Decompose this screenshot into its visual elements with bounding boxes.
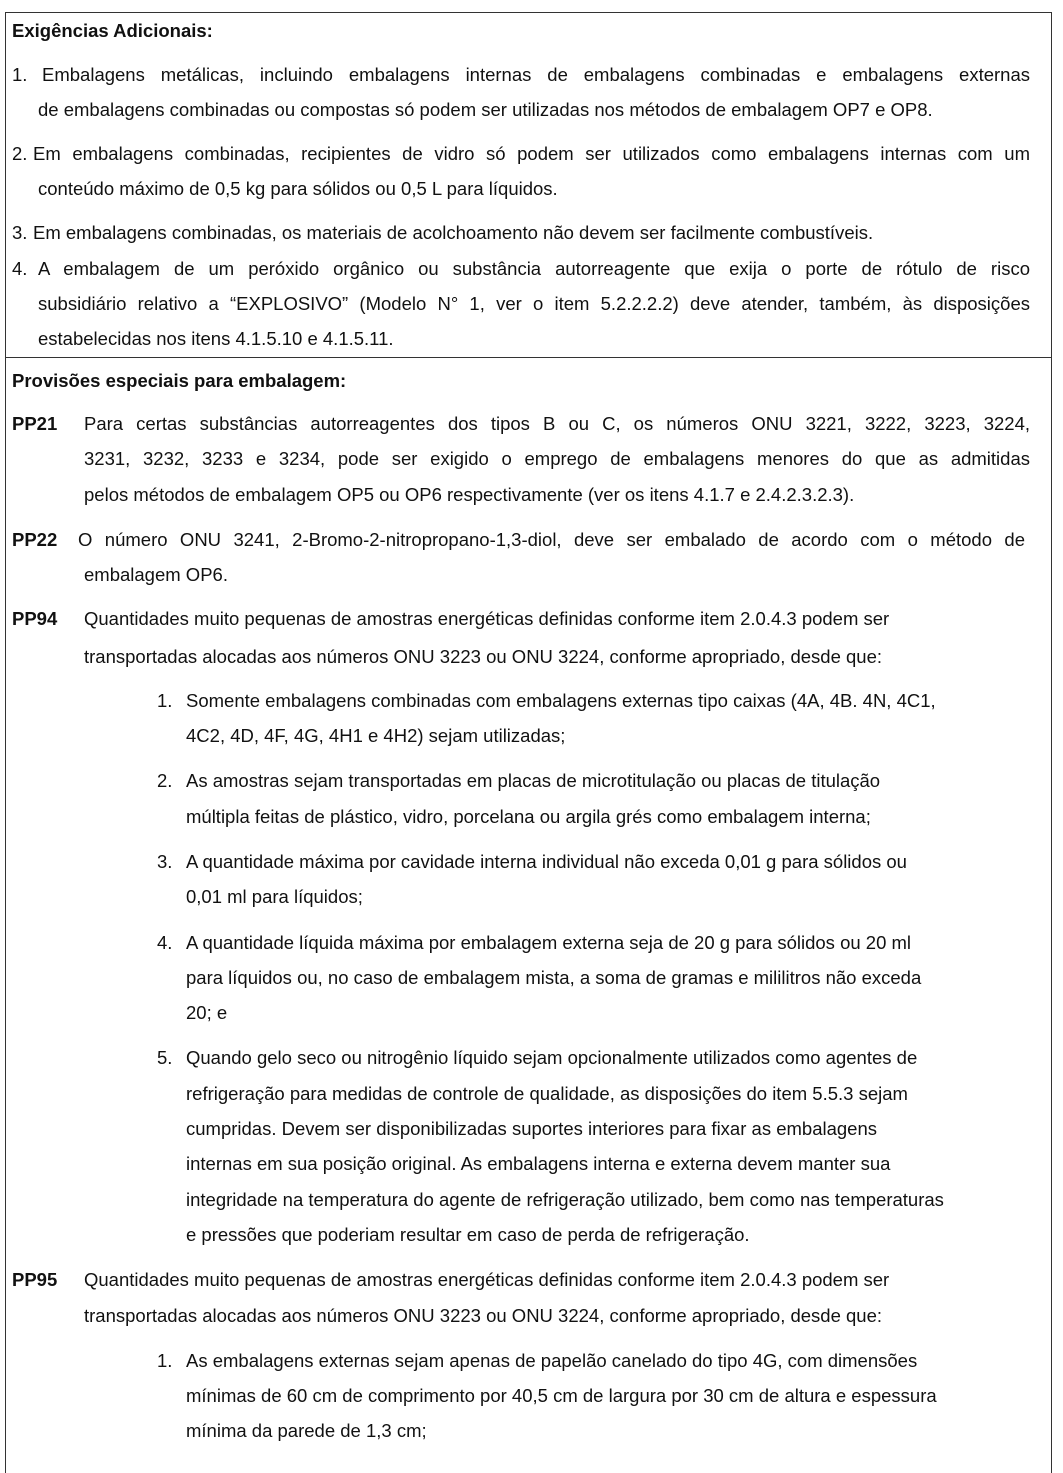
subitem-line: integridade na temperatura do agente de refrigeração utilizado, bem como nas temperaturas	[186, 1189, 944, 1210]
subitem-line: internas em sua posição original. As embalagens interna e externa devem manter sua	[186, 1153, 891, 1174]
subitem-marker: 1.	[157, 690, 173, 711]
subitem-line: As amostras sejam transportadas em placas de microtitulação ou placas de titulação	[186, 770, 881, 791]
subitem-marker: 3.	[157, 851, 173, 872]
item-marker: 1.	[12, 64, 28, 85]
item-marker: 3.	[12, 222, 28, 243]
provision-line: transportadas alocadas aos números ONU 3223 ou ONU 3224, conforme apropriado, desde que:	[84, 646, 883, 667]
provision-line: pelos métodos de embalagem OP5 ou OP6 respectivamente (ver os itens 4.1.7 e 2.4.2.3.2.3).	[84, 484, 855, 505]
provision-line: Quantidades muito pequenas de amostras energéticas definidas conforme item 2.0.4.3 podem ser	[84, 1269, 890, 1290]
subitem-line: mínima da parede de 1,3 cm;	[186, 1420, 427, 1441]
subitem-line: Quando gelo seco ou nitrogênio líquido sejam opcionalmente utilizados como agentes de	[186, 1047, 918, 1068]
provision-code: PP21	[12, 413, 58, 434]
item-marker: 2.	[12, 143, 28, 164]
item-line: estabelecidas nos itens 4.1.5.10 e 4.1.5.11.	[38, 328, 394, 349]
subitem-line: As embalagens externas sejam apenas de papelão canelado do tipo 4G, com dimensões	[186, 1350, 918, 1371]
subitem-line: múltipla feitas de plástico, vidro, porcelana ou argila grés como embalagem interna;	[186, 806, 871, 827]
subitem-line: cumpridas. Devem ser disponibilizadas suportes interiores para fixar as embalagens	[186, 1118, 877, 1139]
subitem-line: 20; e	[186, 1002, 228, 1023]
subitem-marker: 1.	[157, 1350, 173, 1371]
item-marker: 4.	[12, 258, 28, 279]
provision-line: 3231, 3232, 3233 e 3234, pode ser exigido o emprego de embalagens menores do que as admitidas	[84, 448, 1030, 469]
provision-line: embalagem OP6.	[84, 564, 228, 585]
item-line: Embalagens metálicas, incluindo embalagens internas de embalagens combinadas e embalagens externas	[42, 64, 1030, 85]
section-divider	[5, 357, 1051, 358]
provision-code: PP22	[12, 529, 58, 550]
subitem-line: refrigeração para medidas de controle de qualidade, as disposições do item 5.5.3 sejam	[186, 1083, 908, 1104]
section2-heading: Provisões especiais para embalagem:	[12, 370, 347, 391]
subitem-marker: 2.	[157, 770, 173, 791]
subitem-line: para líquidos ou, no caso de embalagem mista, a soma de gramas e mililitros não exceda	[186, 967, 922, 988]
subitem-marker: 4.	[157, 932, 173, 953]
provision-line: O número ONU 3241, 2-Bromo-2-nitropropano-1,3-diol, deve ser embalado de acordo com o método de	[78, 529, 1025, 550]
section1-heading: Exigências Adicionais:	[12, 20, 213, 41]
subitem-line: A quantidade líquida máxima por embalagem externa seja de 20 g para sólidos ou 20 ml	[186, 932, 912, 953]
item-line: Em embalagens combinadas, recipientes de vidro só podem ser utilizados como embalagens internas com um	[33, 143, 1030, 164]
item-line: A embalagem de um peróxido orgânico ou substância autorreagente que exija o porte de rótulo de risco	[38, 258, 1030, 279]
item-line: conteúdo máximo de 0,5 kg para sólidos ou 0,5 L para líquidos.	[38, 178, 558, 199]
provision-line: Para certas substâncias autorreagentes dos tipos B ou C, os números ONU 3221, 3222, 3223, 3224,	[84, 413, 1030, 434]
provision-code: PP94	[12, 608, 58, 629]
subitem-line: Somente embalagens combinadas com embalagens externas tipo caixas (4A, 4B. 4N, 4C1,	[186, 690, 936, 711]
provision-code: PP95	[12, 1269, 58, 1290]
subitem-line: 0,01 ml para líquidos;	[186, 886, 363, 907]
subitem-line: mínimas de 60 cm de comprimento por 40,5 cm de largura por 30 cm de altura e espessura	[186, 1385, 937, 1406]
item-line: de embalagens combinadas ou compostas só podem ser utilizadas nos métodos de embalagem OP7 e OP8.	[38, 99, 933, 120]
provision-line: transportadas alocadas aos números ONU 3223 ou ONU 3224, conforme apropriado, desde que:	[84, 1305, 883, 1326]
item-line: subsidiário relativo a “EXPLOSIVO” (Modelo N° 1, ver o item 5.2.2.2.2) deve atender, também, às disposições	[38, 293, 1030, 314]
subitem-line: e pressões que poderiam resultar em caso de perda de refrigeração.	[186, 1224, 750, 1245]
subitem-line: A quantidade máxima por cavidade interna individual não exceda 0,01 g para sólidos ou	[186, 851, 907, 872]
subitem-marker: 5.	[157, 1047, 173, 1068]
item-line: Em embalagens combinadas, os materiais de acolchoamento não devem ser facilmente combustíveis.	[33, 222, 874, 243]
provision-line: Quantidades muito pequenas de amostras energéticas definidas conforme item 2.0.4.3 podem ser	[84, 608, 890, 629]
subitem-line: 4C2, 4D, 4F, 4G, 4H1 e 4H2) sejam utilizadas;	[186, 725, 566, 746]
